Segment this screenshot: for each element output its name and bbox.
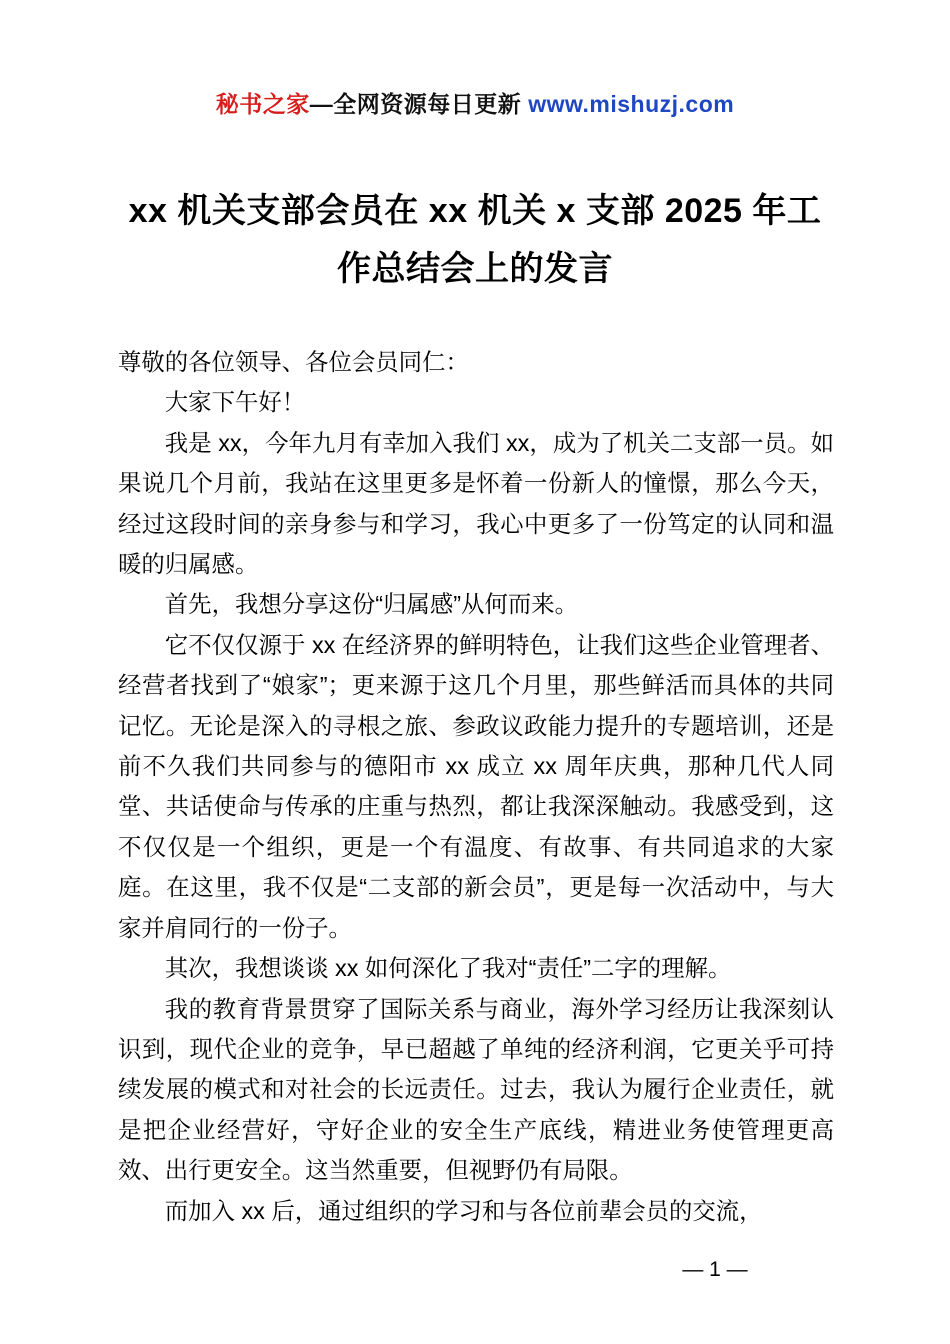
document-body — [118, 342, 834, 1231]
watermark-url[interactable]: www.mishuzj.com — [528, 91, 735, 117]
watermark-separator: —全网资源每日更新 — [309, 91, 529, 117]
paragraph: 我的教育背景贯穿了国际关系与商业，海外学习经历让我深刻认识到，现代企业的竞争，早已超越了单纯的经济利润，它更关乎可持续发展的模式和对社会的长远责任。过去，我认为履行企业责任，就是把企业经营好，守好企业的安全生产底线，精进业务使管理更高效、出行更安全。这当然重要，但视野仍有局限。 — [118, 995, 834, 1184]
page-number: — 1 — — [682, 1258, 748, 1281]
paragraph: 尊敬的各位领导、各位会员同仁： — [118, 349, 469, 375]
paragraph: 而加入 xx 后，通过组织的学习和与各位前辈会员的交流， — [164, 1197, 763, 1224]
paragraph: 大家下午好！ — [164, 389, 306, 416]
paragraph: 其次，我想谈谈 xx 如何深化了我对“责任”二字的理解。 — [164, 955, 732, 982]
paragraph: 首先，我想分享这份“归属感”从何而来。 — [164, 591, 579, 618]
watermark-brand: 秘书之家 — [215, 91, 310, 117]
site-watermark — [0, 86, 950, 119]
paragraph: 它不仅仅源于 xx 在经济界的鲜明特色，让我们这些企业管理者、经营者找到了“娘家”；更来源于这几个月里，那些鲜活而具体的共同记忆。无论是深入的寻根之旅、参政议政能力提升的专题培训，还是前不久我们共同参与的德阳市 xx 成立 xx 周年庆典，那种几代人同堂、共话使命与传承的庄重与热烈，都让我深深触动。我感受到，这不仅仅是一个组织，更是一个有温度、有故事、有共同追求的大家庭。在这里，我不仅是“二支部的新会员”，更是每一次活动中，与大家并肩同行的一份子。 — [118, 631, 834, 941]
paragraph: 我是 xx，今年九月有幸加入我们 xx，成为了机关二支部一员。如果说几个月前，我站在这里更多是怀着一份新人的憧憬，那么今天，经过这段时间的亲身参与和学习，我心中更多了一份笃定的认同和温暖的归属感。 — [118, 429, 834, 578]
page-title: xx 机关支部会员在 xx 机关 x 支部 2025 年工作总结会上的发言 — [128, 192, 822, 289]
